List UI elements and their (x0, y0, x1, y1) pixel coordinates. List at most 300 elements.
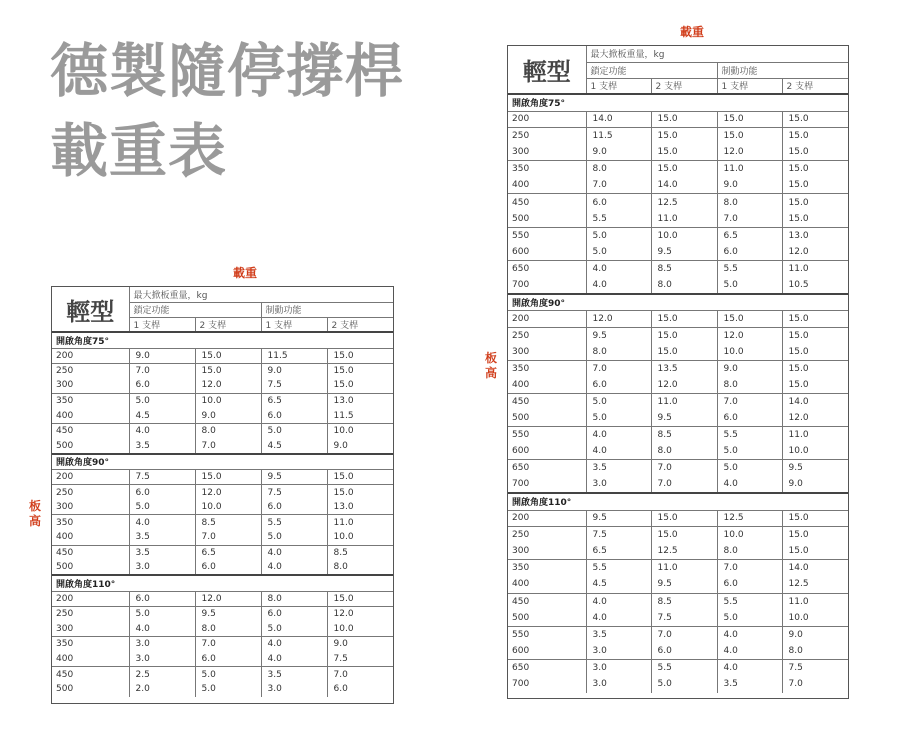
lock-one-strut-value: 6.5 (586, 543, 651, 560)
table-row (52, 393, 393, 408)
angle-section-label: 開啟角度110° (508, 493, 848, 510)
table-row (508, 527, 848, 544)
table-row (508, 560, 848, 577)
brake-one-strut-value: 15.0 (717, 111, 782, 128)
angle-section-label: 開啟角度110° (52, 575, 393, 591)
brake-two-strut-value: 12.0 (782, 244, 848, 261)
brake-two-strut-value: 11.5 (327, 408, 393, 423)
table-row (508, 377, 848, 394)
lock-two-strut-value: 15.0 (651, 327, 717, 344)
lock-two-strut-value: 15.0 (651, 527, 717, 544)
brake-one-strut-value: 3.5 (717, 676, 782, 693)
brake-one-strut-value: 15.0 (717, 128, 782, 145)
board-height-cell: 250 (56, 609, 74, 620)
brake-one-strut-value: 5.5 (717, 260, 782, 277)
brake-two-strut-value: 13.0 (327, 500, 393, 515)
brake-two-strut-header: 2 支桿 (327, 317, 393, 332)
table-row (52, 515, 393, 530)
brake-one-strut-value: 7.0 (717, 394, 782, 411)
table-row (52, 378, 393, 393)
brake-one-strut-value: 11.5 (261, 348, 327, 363)
brake-two-strut-value: 7.5 (782, 659, 848, 676)
type-label: 輕型 (508, 46, 586, 94)
brake-one-strut-value: 9.5 (261, 470, 327, 485)
brake-two-strut-value: 9.0 (782, 476, 848, 493)
lock-two-strut-value: 7.0 (195, 439, 261, 454)
board-height-cell: 400 (508, 576, 586, 593)
brake-two-strut-value: 15.0 (327, 378, 393, 393)
angle-section-header (508, 493, 848, 510)
board-height-cell: 250 (56, 487, 74, 498)
table-row (508, 443, 848, 460)
lock-one-strut-value: 3.0 (586, 476, 651, 493)
brake-two-strut-value: 8.5 (327, 545, 393, 560)
table-row (508, 593, 848, 610)
lock-two-strut-value: 15.0 (651, 144, 717, 161)
board-height-cell: 500 (508, 410, 586, 427)
board-height-cell: 700 (508, 476, 586, 493)
board-height-cell: 250 (512, 330, 530, 341)
angle-section-label: 開啟角度90° (508, 294, 848, 311)
brake-two-strut-value: 15.0 (782, 344, 848, 361)
lock-two-strut-value: 5.5 (651, 659, 717, 676)
type-label: 輕型 (52, 287, 129, 332)
table-row (52, 470, 393, 485)
table-row (52, 545, 393, 560)
angle-section-label: 開啟角度75° (52, 332, 393, 348)
right-load-table (507, 45, 849, 699)
table-row (508, 476, 848, 493)
table-row (52, 500, 393, 515)
brake-two-strut-value: 12.0 (327, 606, 393, 621)
brake-two-strut-value: 10.0 (327, 423, 393, 438)
brake-one-strut-value: 9.0 (261, 363, 327, 378)
brake-one-strut-value: 5.0 (717, 443, 782, 460)
table-row (508, 659, 848, 676)
lock-two-strut-value: 10.0 (195, 393, 261, 408)
lock-two-strut-value: 15.0 (195, 363, 261, 378)
brake-one-strut-value: 6.0 (261, 408, 327, 423)
brake-two-strut-value: 13.0 (782, 227, 848, 244)
lock-two-strut-value: 8.0 (195, 423, 261, 438)
brake-function-header: 制動功能 (717, 62, 848, 78)
lock-two-strut-value: 15.0 (651, 111, 717, 128)
lock-function-header: 鎖定功能 (586, 62, 717, 78)
brake-two-strut-value: 7.5 (327, 652, 393, 667)
lock-two-strut-value: 15.0 (195, 470, 261, 485)
angle-section-header (508, 94, 848, 111)
board-height-cell: 500 (52, 560, 129, 575)
brake-two-strut-value: 12.5 (782, 576, 848, 593)
board-height-cell: 200 (508, 111, 586, 128)
brake-two-strut-header: 2 支桿 (782, 78, 848, 94)
right-board-height-label: 板高 (484, 351, 497, 380)
lock-one-strut-value: 9.5 (586, 327, 651, 344)
brake-two-strut-value: 15.0 (782, 311, 848, 328)
lock-two-strut-value: 7.0 (651, 476, 717, 493)
left-load-label: 載重 (233, 266, 258, 280)
lock-one-strut-value: 3.5 (586, 626, 651, 643)
lock-one-strut-value: 6.0 (586, 377, 651, 394)
brake-one-strut-value: 12.0 (717, 144, 782, 161)
lock-one-strut-value: 7.0 (586, 360, 651, 377)
brake-one-strut-value: 5.0 (261, 622, 327, 637)
right-load-label: 載重 (680, 25, 705, 39)
brake-two-strut-value: 9.0 (782, 626, 848, 643)
right-load-table-grid (508, 46, 848, 693)
brake-one-strut-value: 5.0 (261, 423, 327, 438)
brake-one-strut-value: 10.0 (717, 527, 782, 544)
lock-one-strut-value: 5.0 (586, 244, 651, 261)
brake-one-strut-value: 4.0 (717, 643, 782, 660)
brake-one-strut-value: 7.0 (717, 211, 782, 228)
lock-one-strut-value: 11.5 (586, 128, 651, 145)
brake-two-strut-value: 15.0 (782, 111, 848, 128)
lock-one-strut-value: 4.0 (586, 427, 651, 444)
brake-two-strut-value: 7.0 (782, 676, 848, 693)
board-height-cell: 400 (52, 652, 129, 667)
table-row (508, 277, 848, 294)
left-load-table (51, 286, 394, 704)
board-height-cell: 550 (512, 430, 530, 441)
lock-two-strut-value: 6.0 (195, 560, 261, 575)
lock-one-strut-value: 3.0 (129, 560, 195, 575)
lock-two-strut-value: 11.0 (651, 560, 717, 577)
board-height-cell: 500 (52, 439, 129, 454)
lock-two-strut-value: 6.0 (651, 643, 717, 660)
table-row (52, 348, 393, 363)
lock-two-strut-value: 6.0 (195, 652, 261, 667)
lock-one-strut-value: 5.5 (586, 211, 651, 228)
board-height-cell: 200 (52, 348, 129, 363)
brake-one-strut-value: 6.5 (717, 227, 782, 244)
brake-two-strut-value: 14.0 (782, 560, 848, 577)
lock-one-strut-header: 1 支桿 (129, 317, 195, 332)
lock-one-strut-value: 3.0 (586, 676, 651, 693)
brake-two-strut-value: 10.5 (782, 277, 848, 294)
lock-one-strut-value: 14.0 (586, 111, 651, 128)
table-row (52, 682, 393, 697)
lock-one-strut-value: 5.0 (586, 227, 651, 244)
brake-one-strut-value: 5.0 (717, 610, 782, 627)
table-row (508, 360, 848, 377)
board-height-cell: 400 (52, 408, 129, 423)
lock-one-strut-value: 4.0 (586, 610, 651, 627)
brake-one-strut-value: 3.5 (261, 667, 327, 682)
lock-two-strut-value: 7.0 (651, 626, 717, 643)
brake-one-strut-value: 5.0 (261, 530, 327, 545)
brake-two-strut-value: 12.0 (782, 410, 848, 427)
brake-one-strut-value: 11.0 (717, 161, 782, 178)
lock-two-strut-value: 11.0 (651, 211, 717, 228)
board-height-cell: 350 (512, 563, 530, 574)
brake-one-strut-value: 4.0 (261, 652, 327, 667)
brake-two-strut-value: 15.0 (782, 211, 848, 228)
board-height-cell: 300 (508, 543, 586, 560)
brake-two-strut-value: 9.0 (327, 439, 393, 454)
table-row (508, 311, 848, 328)
brake-two-strut-value: 10.0 (782, 443, 848, 460)
lock-two-strut-value: 15.0 (651, 344, 717, 361)
lock-two-strut-value: 8.0 (651, 443, 717, 460)
board-height-cell: 650 (512, 263, 530, 274)
table-row (508, 161, 848, 178)
brake-one-strut-value: 6.0 (717, 576, 782, 593)
board-height-cell: 200 (508, 510, 586, 527)
lock-two-strut-value: 12.5 (651, 194, 717, 211)
brake-one-strut-value: 8.0 (717, 377, 782, 394)
table-row (508, 260, 848, 277)
max-load-header: 最大掀板重量，kg (586, 46, 848, 62)
page-title-line2: 載重表 (50, 117, 228, 185)
lock-one-strut-value: 3.5 (129, 439, 195, 454)
table-row (508, 327, 848, 344)
brake-two-strut-value: 11.0 (782, 427, 848, 444)
lock-one-strut-value: 4.0 (586, 593, 651, 610)
board-height-cell: 350 (56, 517, 74, 528)
brake-one-strut-value: 12.0 (717, 327, 782, 344)
board-height-cell: 350 (512, 164, 530, 175)
brake-one-strut-value: 5.0 (717, 277, 782, 294)
board-height-cell: 300 (52, 500, 129, 515)
table-row (508, 610, 848, 627)
lock-one-strut-value: 4.0 (586, 277, 651, 294)
brake-two-strut-value: 15.0 (782, 360, 848, 377)
board-height-cell: 500 (508, 211, 586, 228)
table-row (508, 410, 848, 427)
brake-two-strut-value: 14.0 (782, 394, 848, 411)
lock-one-strut-value: 6.0 (129, 485, 195, 500)
lock-two-strut-value: 5.0 (195, 667, 261, 682)
brake-one-strut-value: 6.0 (717, 244, 782, 261)
lock-two-strut-value: 8.5 (651, 260, 717, 277)
lock-one-strut-value: 7.5 (586, 527, 651, 544)
board-height-cell: 650 (512, 662, 530, 673)
brake-two-strut-value: 15.0 (327, 470, 393, 485)
brake-two-strut-value: 8.0 (327, 560, 393, 575)
table-row (508, 394, 848, 411)
lock-two-strut-value: 15.0 (195, 348, 261, 363)
brake-one-strut-value: 4.0 (717, 626, 782, 643)
brake-two-strut-value: 9.0 (327, 637, 393, 652)
lock-two-strut-value: 12.0 (651, 377, 717, 394)
lock-two-strut-value: 6.5 (195, 545, 261, 560)
lock-two-strut-value: 12.0 (195, 591, 261, 606)
brake-one-strut-value: 4.0 (261, 545, 327, 560)
brake-one-strut-value: 5.5 (717, 427, 782, 444)
table-row (508, 676, 848, 693)
table-row (508, 177, 848, 194)
brake-two-strut-value: 15.0 (782, 194, 848, 211)
lock-two-strut-value: 10.0 (195, 500, 261, 515)
lock-one-strut-value: 4.0 (586, 443, 651, 460)
lock-two-strut-value: 12.0 (195, 485, 261, 500)
brake-one-strut-value: 3.0 (261, 682, 327, 697)
table-row (52, 439, 393, 454)
lock-one-strut-value: 3.0 (586, 659, 651, 676)
brake-one-strut-value: 12.5 (717, 510, 782, 527)
board-height-cell: 250 (512, 530, 530, 541)
lock-one-strut-value: 6.0 (129, 378, 195, 393)
lock-one-strut-value: 3.5 (129, 530, 195, 545)
brake-two-strut-value: 9.5 (782, 460, 848, 477)
angle-section-label: 開啟角度75° (508, 94, 848, 111)
lock-two-strut-value: 11.0 (651, 394, 717, 411)
table-row (508, 643, 848, 660)
table-row (508, 211, 848, 228)
board-height-cell: 500 (56, 684, 74, 695)
lock-one-strut-value: 8.0 (586, 161, 651, 178)
lock-one-strut-value: 4.5 (129, 408, 195, 423)
board-height-cell: 200 (52, 591, 129, 606)
brake-two-strut-value: 8.0 (782, 643, 848, 660)
board-height-cell: 400 (52, 530, 129, 545)
board-height-cell: 250 (512, 131, 530, 142)
lock-one-strut-value: 4.0 (129, 423, 195, 438)
lock-two-strut-value: 15.0 (651, 161, 717, 178)
lock-one-strut-value: 6.0 (586, 194, 651, 211)
brake-one-strut-value: 10.0 (717, 344, 782, 361)
board-height-cell: 300 (508, 344, 586, 361)
angle-section-header (52, 332, 393, 348)
board-height-cell: 600 (508, 443, 586, 460)
brake-one-strut-value: 8.0 (261, 591, 327, 606)
lock-one-strut-value: 5.0 (586, 394, 651, 411)
brake-two-strut-value: 13.0 (327, 393, 393, 408)
board-height-cell: 500 (508, 610, 586, 627)
lock-two-strut-value: 7.5 (651, 610, 717, 627)
table-row (508, 510, 848, 527)
brake-one-strut-value: 4.5 (261, 439, 327, 454)
brake-two-strut-value: 15.0 (782, 144, 848, 161)
brake-two-strut-value: 15.0 (782, 161, 848, 178)
lock-one-strut-value: 12.0 (586, 311, 651, 328)
lock-two-strut-value: 8.0 (651, 277, 717, 294)
lock-one-strut-value: 5.5 (586, 560, 651, 577)
lock-one-strut-value: 3.0 (586, 643, 651, 660)
board-height-cell: 700 (512, 679, 530, 690)
brake-two-strut-value: 10.0 (327, 530, 393, 545)
brake-one-strut-value: 6.0 (261, 500, 327, 515)
board-height-cell: 550 (512, 629, 530, 640)
table-row (52, 652, 393, 667)
lock-one-strut-value: 8.0 (586, 344, 651, 361)
board-height-cell: 350 (56, 639, 74, 650)
board-height-cell: 450 (56, 547, 74, 558)
brake-one-strut-value: 8.0 (717, 543, 782, 560)
lock-two-strut-value: 12.5 (651, 543, 717, 560)
lock-two-strut-value: 5.0 (651, 676, 717, 693)
table-row (52, 423, 393, 438)
brake-two-strut-value: 11.0 (782, 260, 848, 277)
lock-one-strut-value: 4.5 (586, 576, 651, 593)
table-row (52, 408, 393, 423)
lock-two-strut-value: 14.0 (651, 177, 717, 194)
board-height-cell: 550 (512, 230, 530, 241)
board-height-cell: 300 (508, 144, 586, 161)
brake-one-strut-value: 15.0 (717, 311, 782, 328)
lock-one-strut-value: 6.0 (129, 591, 195, 606)
table-row (508, 128, 848, 145)
lock-two-strut-value: 9.0 (195, 408, 261, 423)
brake-one-strut-value: 4.0 (717, 476, 782, 493)
table-row (508, 460, 848, 477)
lock-one-strut-value: 5.0 (129, 393, 195, 408)
table-row (508, 111, 848, 128)
brake-two-strut-value: 15.0 (782, 177, 848, 194)
brake-two-strut-value: 15.0 (327, 348, 393, 363)
brake-two-strut-value: 6.0 (327, 682, 393, 697)
page-title-line1: 德製隨停撐桿 (50, 37, 405, 105)
brake-one-strut-value: 5.5 (717, 593, 782, 610)
lock-two-strut-value: 15.0 (651, 510, 717, 527)
lock-two-strut-value: 9.5 (651, 244, 717, 261)
brake-one-strut-value: 4.0 (717, 659, 782, 676)
lock-two-strut-value: 8.5 (651, 593, 717, 610)
lock-two-strut-value: 9.5 (651, 410, 717, 427)
left-load-table-grid (52, 287, 393, 697)
lock-one-strut-value: 5.0 (129, 500, 195, 515)
board-height-cell: 450 (512, 397, 530, 408)
board-height-cell: 350 (512, 363, 530, 374)
lock-one-strut-value: 5.0 (586, 410, 651, 427)
board-height-cell: 200 (508, 311, 586, 328)
brake-two-strut-value: 15.0 (782, 543, 848, 560)
table-row (52, 622, 393, 637)
board-height-cell: 300 (52, 622, 129, 637)
board-height-cell: 700 (508, 277, 586, 294)
brake-two-strut-value: 11.0 (327, 515, 393, 530)
lock-one-strut-header: 1 支桿 (586, 78, 651, 94)
table-row (52, 606, 393, 621)
lock-two-strut-value: 8.5 (195, 515, 261, 530)
brake-two-strut-value: 10.0 (327, 622, 393, 637)
lock-one-strut-value: 4.0 (129, 515, 195, 530)
table-row (52, 363, 393, 378)
table-row (508, 144, 848, 161)
lock-one-strut-value: 3.0 (129, 637, 195, 652)
brake-two-strut-value: 11.0 (782, 593, 848, 610)
lock-two-strut-value: 8.0 (195, 622, 261, 637)
lock-two-strut-value: 8.5 (651, 427, 717, 444)
table-row (508, 227, 848, 244)
table-row (52, 530, 393, 545)
angle-section-header (52, 575, 393, 591)
board-height-cell: 250 (56, 365, 74, 376)
table-row (508, 344, 848, 361)
angle-section-header (52, 454, 393, 470)
board-height-cell: 450 (512, 596, 530, 607)
brake-one-strut-value: 6.5 (261, 393, 327, 408)
brake-two-strut-value: 15.0 (327, 591, 393, 606)
brake-two-strut-value: 7.0 (327, 667, 393, 682)
lock-two-strut-value: 9.5 (195, 606, 261, 621)
board-height-cell: 350 (56, 396, 74, 407)
lock-two-strut-value: 10.0 (651, 227, 717, 244)
brake-one-strut-value: 6.0 (261, 606, 327, 621)
lock-two-strut-value: 9.5 (651, 576, 717, 593)
lock-two-strut-header: 2 支桿 (651, 78, 717, 94)
lock-two-strut-value: 15.0 (651, 311, 717, 328)
brake-two-strut-value: 10.0 (782, 610, 848, 627)
board-height-cell: 200 (52, 470, 129, 485)
brake-two-strut-value: 15.0 (782, 527, 848, 544)
brake-function-header: 制動功能 (261, 302, 393, 317)
lock-one-strut-value: 9.0 (586, 144, 651, 161)
brake-one-strut-value: 9.0 (717, 177, 782, 194)
lock-one-strut-value: 3.0 (129, 652, 195, 667)
brake-one-strut-header: 1 支桿 (717, 78, 782, 94)
